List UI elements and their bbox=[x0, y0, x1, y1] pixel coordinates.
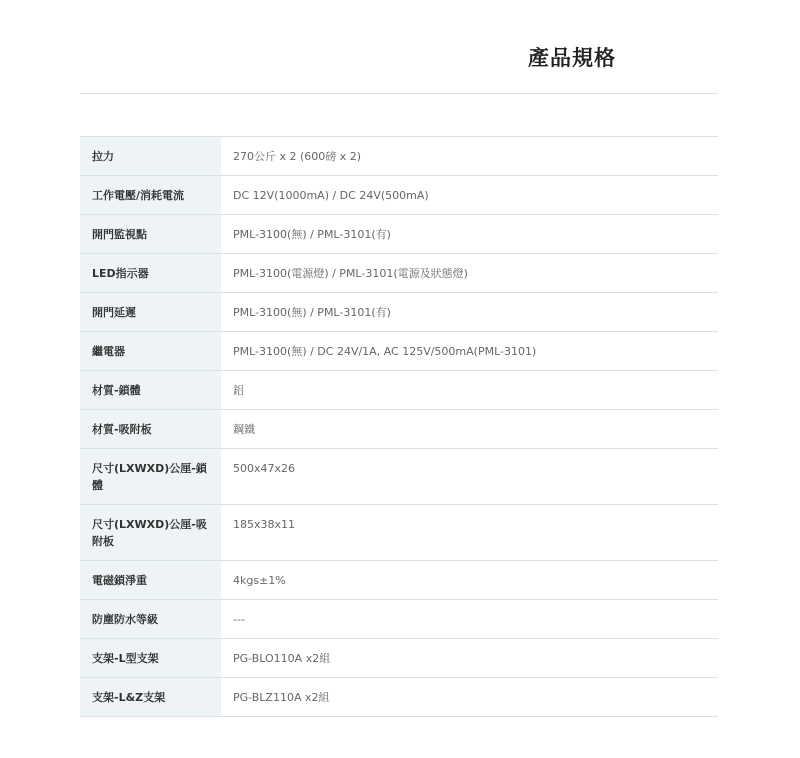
spec-row bbox=[80, 215, 718, 254]
spec-row bbox=[80, 505, 718, 561]
spec-label: 尺寸(LXWXD)公厘-吸附板 bbox=[80, 505, 221, 561]
spec-label: 繼電器 bbox=[80, 332, 221, 371]
spec-value: 4kgs±1% bbox=[233, 574, 286, 587]
spec-row bbox=[80, 293, 718, 332]
spec-label: 支架-L&Z支架 bbox=[80, 678, 221, 717]
spec-value: PML-3100(電源燈) / PML-3101(電源及狀態燈) bbox=[233, 267, 468, 280]
spec-value: PML-3100(無) / PML-3101(有) bbox=[233, 228, 391, 241]
spec-label: LED指示器 bbox=[80, 254, 221, 293]
spec-table bbox=[80, 136, 718, 717]
spec-row bbox=[80, 137, 718, 176]
spec-value: 鋁 bbox=[233, 384, 244, 397]
spec-label: 材質-鎖體 bbox=[80, 371, 221, 410]
spec-label: 開門監視點 bbox=[80, 215, 221, 254]
spec-value: DC 12V(1000mA) / DC 24V(500mA) bbox=[233, 189, 429, 202]
spec-value: 270公斤 x 2 (600磅 x 2) bbox=[233, 150, 362, 163]
spec-value: 500x47x26 bbox=[233, 462, 296, 475]
spec-value: --- bbox=[233, 613, 245, 626]
spec-value: 鋼鐵 bbox=[233, 423, 255, 436]
spec-label: 尺寸(LXWXD)公厘-鎖體 bbox=[80, 449, 221, 505]
spec-label: 開門延遲 bbox=[80, 293, 221, 332]
spec-label: 防塵防水等級 bbox=[80, 600, 221, 639]
spec-label: 電磁鎖淨重 bbox=[80, 561, 221, 600]
spec-row bbox=[80, 371, 718, 410]
spec-label: 支架-L型支架 bbox=[80, 639, 221, 678]
spec-row bbox=[80, 449, 718, 505]
spec-value: PG-BLO110A x2組 bbox=[233, 652, 331, 665]
spec-row bbox=[80, 600, 718, 639]
spec-row bbox=[80, 254, 718, 293]
spec-row bbox=[80, 639, 718, 678]
spec-row bbox=[80, 410, 718, 449]
spec-row bbox=[80, 332, 718, 371]
spec-row bbox=[80, 678, 718, 717]
spec-label: 材質-吸附板 bbox=[80, 410, 221, 449]
page-title: 產品規格 bbox=[528, 46, 616, 70]
spec-row bbox=[80, 176, 718, 215]
spec-label: 拉力 bbox=[80, 137, 221, 176]
spec-value: PML-3100(無) / PML-3101(有) bbox=[233, 306, 391, 319]
spec-label: 工作電壓/消耗電流 bbox=[80, 176, 221, 215]
spec-value: 185x38x11 bbox=[233, 518, 296, 531]
spec-row bbox=[80, 561, 718, 600]
spec-value: PML-3100(無) / DC 24V/1A, AC 125V/500mA(PML-3101) bbox=[233, 345, 537, 358]
spec-value: PG-BLZ110A x2組 bbox=[233, 691, 330, 704]
title-divider bbox=[80, 93, 718, 94]
